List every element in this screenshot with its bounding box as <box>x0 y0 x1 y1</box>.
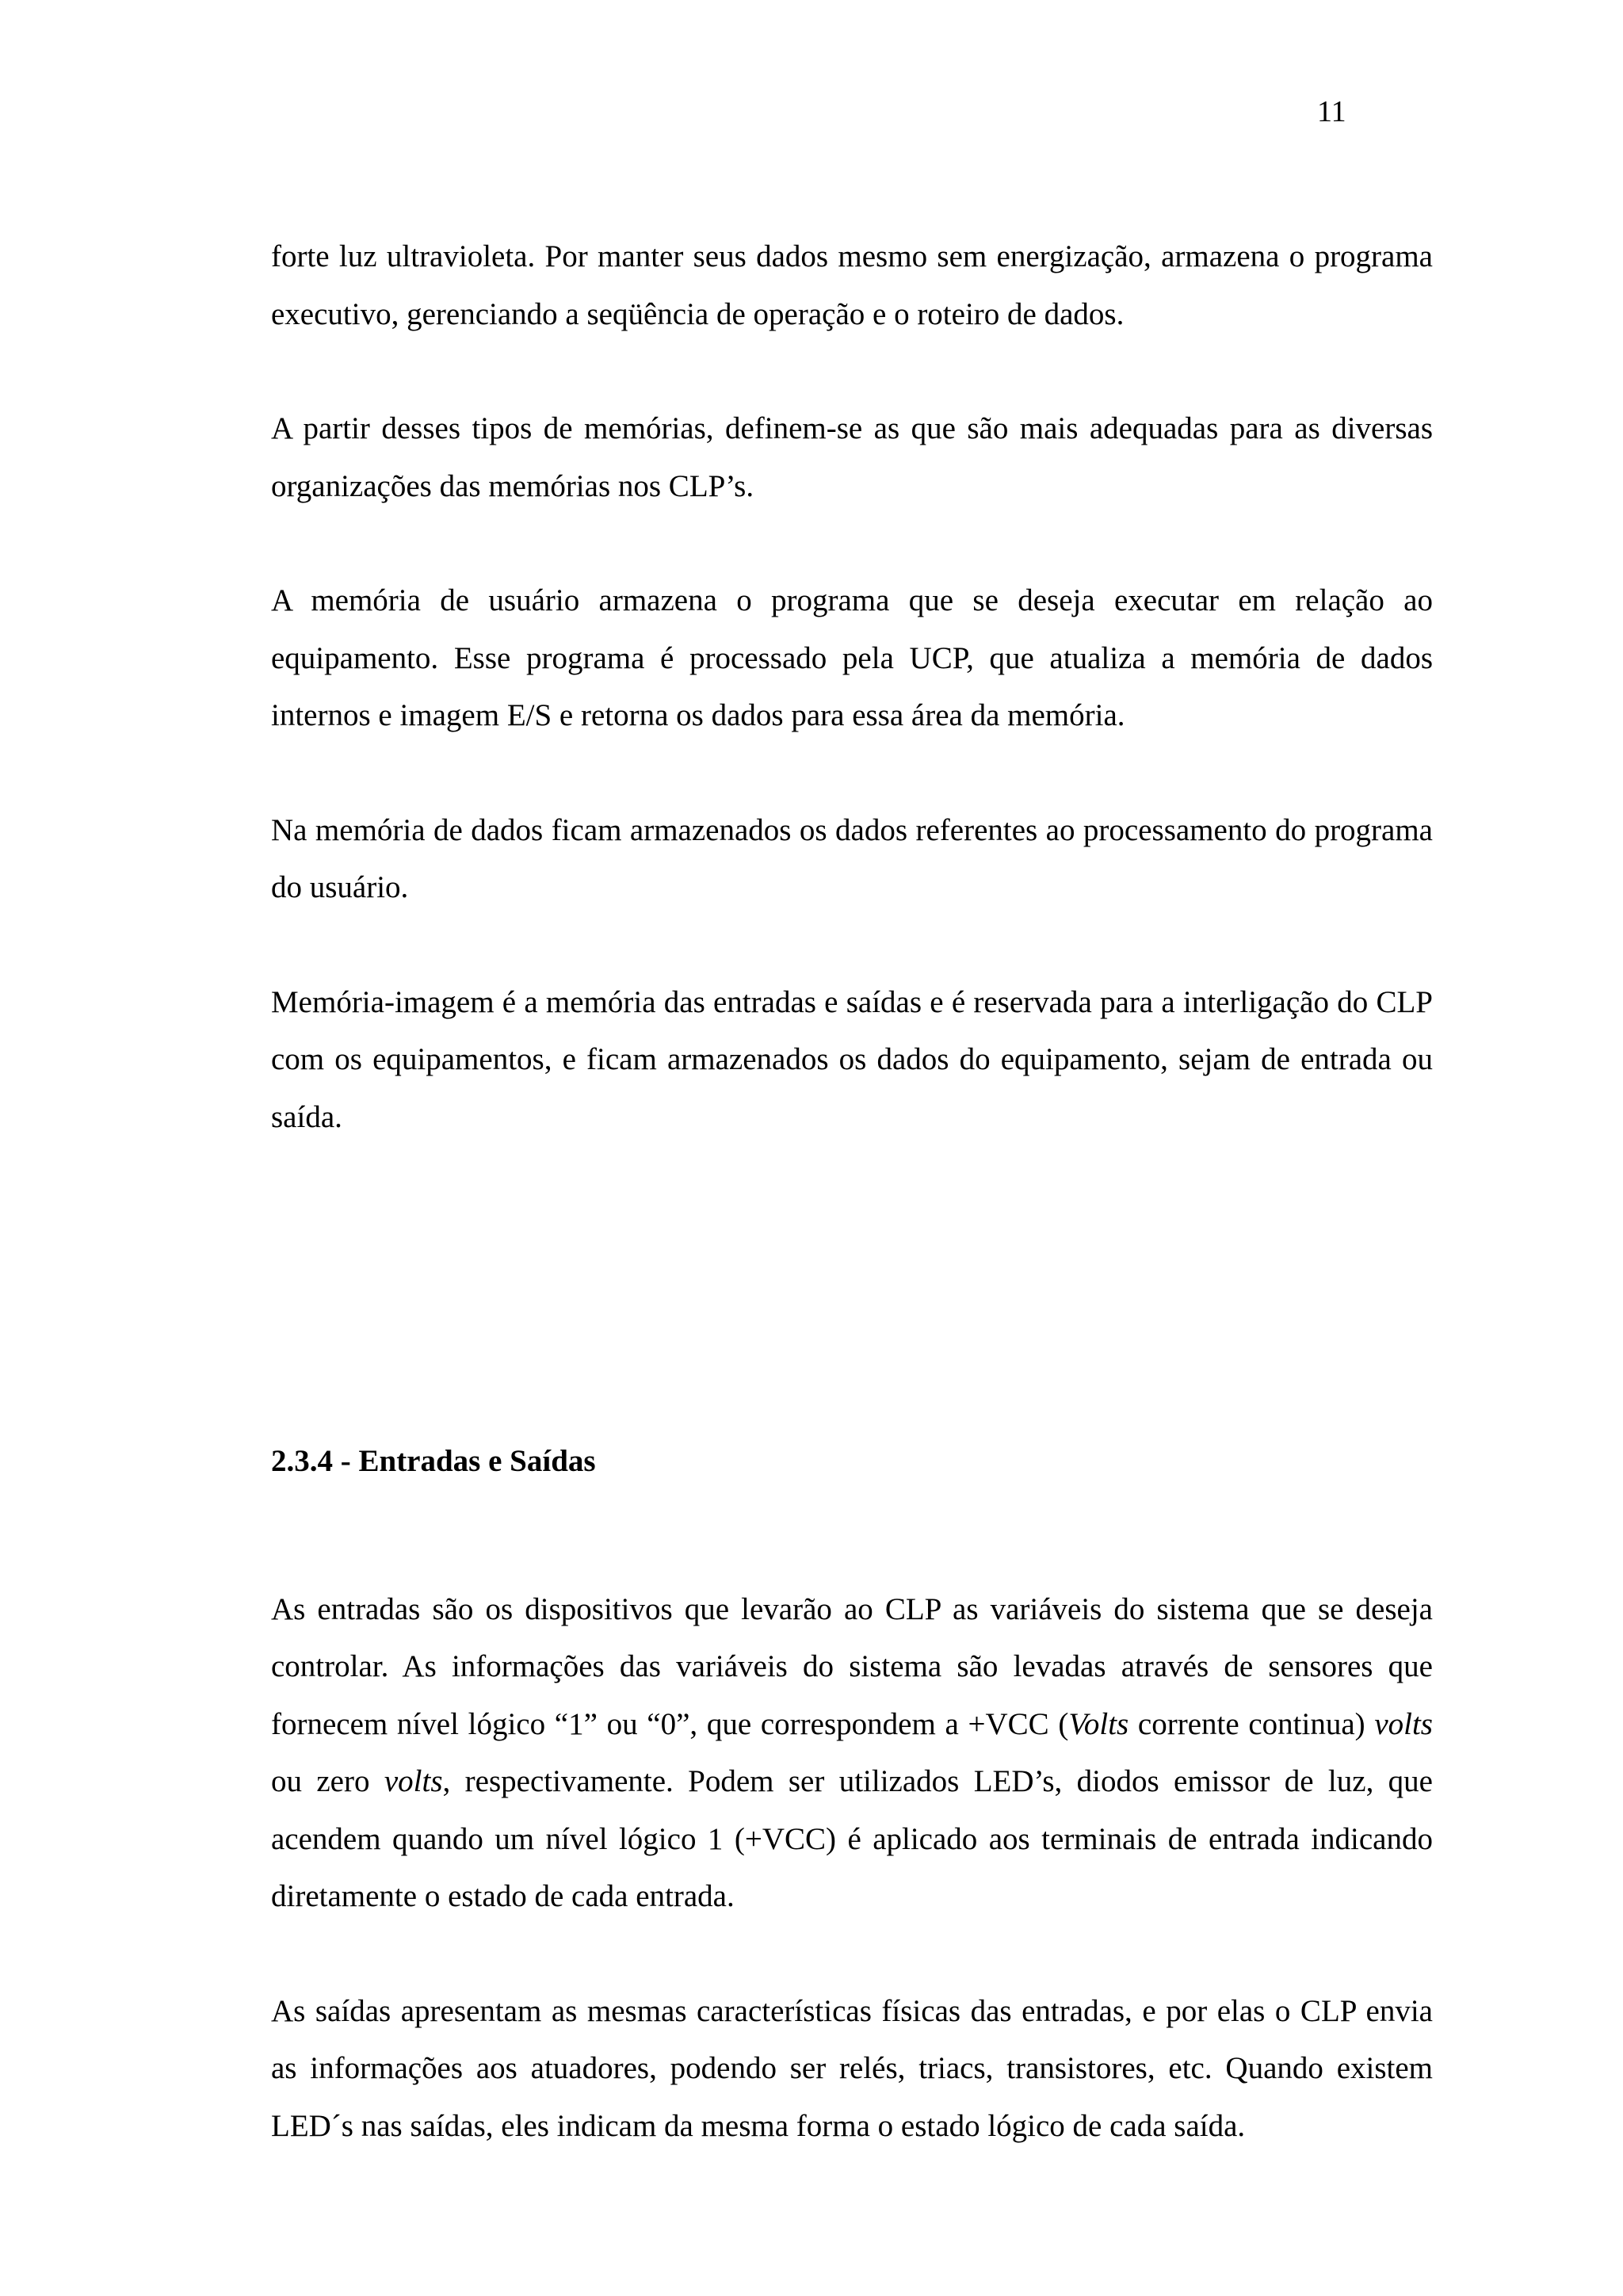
paragraph-data-memory: Na memória de dados ficam armazenados os dados referentes ao processamento do programa do usuário. <box>271 812 1433 904</box>
paragraph-memory-types: A partir desses tipos de memórias, definem-se as que são mais adequadas para as diversas organizações das memórias nos CLP’s. <box>271 411 1433 503</box>
italic-text: Volts <box>1068 1706 1129 1741</box>
paragraph-user-memory: A memória de usuário armazena o programa que se deseja executar em relação ao equipamento. Esse programa é processado pela UCP, que atualiza a memória de dados internos e imagem E/S e retorna os dados para essa área da memória. <box>271 583 1433 732</box>
italic-text: volts <box>1374 1706 1433 1741</box>
paragraph-inputs <box>271 1581 1433 1926</box>
page-body <box>271 228 1433 2155</box>
italic-text: volts <box>384 1764 443 1798</box>
spacer <box>271 1491 1433 1581</box>
text-run: ou zero <box>271 1764 384 1798</box>
page-number: 11 <box>1317 95 1346 128</box>
spacer <box>271 1203 1433 1433</box>
section-heading: 2.3.4 - Entradas e Saídas <box>271 1444 596 1478</box>
paragraph-rom-continuation: forte luz ultravioleta. Por manter seus dados mesmo sem energização, armazena o programa executivo, gerenciando a seqüência de operação e o roteiro de dados. <box>271 239 1433 331</box>
text-run: As entradas são os dispositivos que levarão ao CLP as variáveis do sistema que se deseja controlar. As informações das variáveis do sistema são levadas através de sensores que fornecem nível lógico “1” ou “0”, que correspondem a +VCC ( <box>271 1591 1433 1741</box>
text-run: , respectivamente. Podem ser utilizados LED’s, diodos emissor de luz, que acendem quando um nível lógico 1 (+VCC) é aplicado aos terminais de entrada indicando diretamente o estado de cada entrada. <box>271 1764 1433 1913</box>
paragraph-image-memory: Memória-imagem é a memória das entradas e saídas e é reservada para a interligação do CLP com os equipamentos, e ficam armazenados os dados do equipamento, sejam de entrada ou saída. <box>271 984 1433 1134</box>
text-run: corrente continua) <box>1128 1706 1375 1741</box>
paragraph-outputs: As saídas apresentam as mesmas características físicas das entradas, e por elas o CLP envia as informações aos atuadores, podendo ser relés, triacs, transistores, etc. Quando existem LED´s nas saídas, eles indicam da mesma forma o estado lógico de cada saída. <box>271 1993 1433 2143</box>
